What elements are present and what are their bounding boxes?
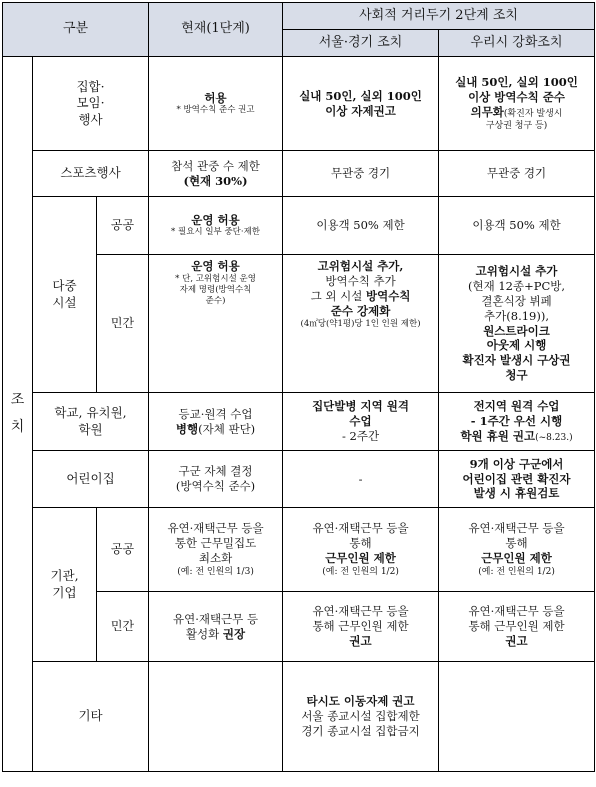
gathering-seoul: 실내 50인, 실외 100인 이상 자제권고 [283,57,439,151]
multi-public-ours: 이용객 50% 제한 [439,197,595,255]
multi-public-seoul: 이용객 50% 제한 [283,197,439,255]
other-seoul: 타시도 이동자제 권고 서울 종교시설 집합제한 경기 종교시설 집합금지 [283,662,439,772]
header-stage2: 사회적 거리두기 2단계 조치 [283,3,595,30]
multi-private-label: 민간 [97,255,149,393]
daycare-label: 어린이집 [33,451,149,508]
multi-public-label: 공공 [97,197,149,255]
daycare-ours: 9개 이상 구군에서 어린이집 관련 확진자 발생 시 휴원검토 [439,451,595,508]
daycare-seoul: - [283,451,439,508]
header-seoul: 서울·경기 조치 [283,30,439,57]
header-current: 현재(1단계) [149,3,283,57]
org-private-seoul: 유연·재택근무 등을 통해 근무인원 제한 권고 [283,592,439,662]
multi-private-seoul: 고위험시설 추가, 방역수칙 추가 그 외 시설 방역수칙 준수 강제화 (4㎡당(약1평)당 1인 인원 제한) [283,255,439,393]
gathering-label: 집합· 모임· 행사 [33,57,149,151]
row-multi-public [3,197,595,255]
multi-private-ours: 고위험시설 추가 (현재 12종+PC방, 결혼식장 뷔페 추가(8.19)), 원스트라이크 아웃제 시행 확진자 발생시 구상권 청구 [439,255,595,393]
org-public-current: 유연·재택근무 등을 통한 근무밀집도 최소화 (예: 전 인원의 1/3) [149,508,283,592]
sports-ours: 무관중 경기 [439,151,595,197]
sports-current: 참석 관중 수 제한 (현재 30%) [149,151,283,197]
row-org-public [3,508,595,592]
sports-seoul: 무관중 경기 [283,151,439,197]
org-private-ours: 유연·재택근무 등을 통해 근무인원 제한 권고 [439,592,595,662]
sports-label: 스포츠행사 [33,151,149,197]
org-public-ours: 유연·재택근무 등을 통해 근무인원 제한 (예: 전 인원의 1/2) [439,508,595,592]
school-current: 등교·원격 수업 병행(자체 판단) [149,393,283,451]
other-label: 기타 [33,662,149,772]
row-gathering [3,57,595,151]
multi-facility-label: 다중 시설 [33,197,97,393]
org-public-label: 공공 [97,508,149,592]
header-ours: 우리시 강화조치 [439,30,595,57]
other-ours [439,662,595,772]
gathering-ours: 실내 50인, 실외 100인 이상 방역수칙 준수 의무화(확진자 발생시 구상권 청구 등) [439,57,595,151]
social-distancing-table [2,2,595,772]
row-other [3,662,595,772]
gathering-current: 허용 * 방역수칙 준수 권고 [149,57,283,151]
header-row-1 [3,3,595,30]
school-ours: 전지역 원격 수업 - 1주간 우선 시행 학원 휴원 권고(~8.23.) [439,393,595,451]
row-sports [3,151,595,197]
org-public-seoul: 유연·재택근무 등을 통해 근무인원 제한 (예: 전 인원의 1/2) [283,508,439,592]
org-private-current: 유연·재택근무 등 활성화 권장 [149,592,283,662]
school-label: 학교, 유치원, 학원 [33,393,149,451]
multi-private-current: 운영 허용 * 단, 고위험시설 운영 자제 명령(방역수칙 준수) [149,255,283,393]
side-measures-label: 조 치 [3,57,33,772]
other-current [149,662,283,772]
school-seoul: 집단발병 지역 원격 수업 - 2주간 [283,393,439,451]
header-category: 구분 [3,3,149,57]
org-private-label: 민간 [97,592,149,662]
org-label: 기관, 기업 [33,508,97,662]
row-daycare [3,451,595,508]
row-school [3,393,595,451]
multi-public-current: 운영 허용 * 필요시 일부 중단·제한 [149,197,283,255]
daycare-current: 구군 자체 결정 (방역수칙 준수) [149,451,283,508]
